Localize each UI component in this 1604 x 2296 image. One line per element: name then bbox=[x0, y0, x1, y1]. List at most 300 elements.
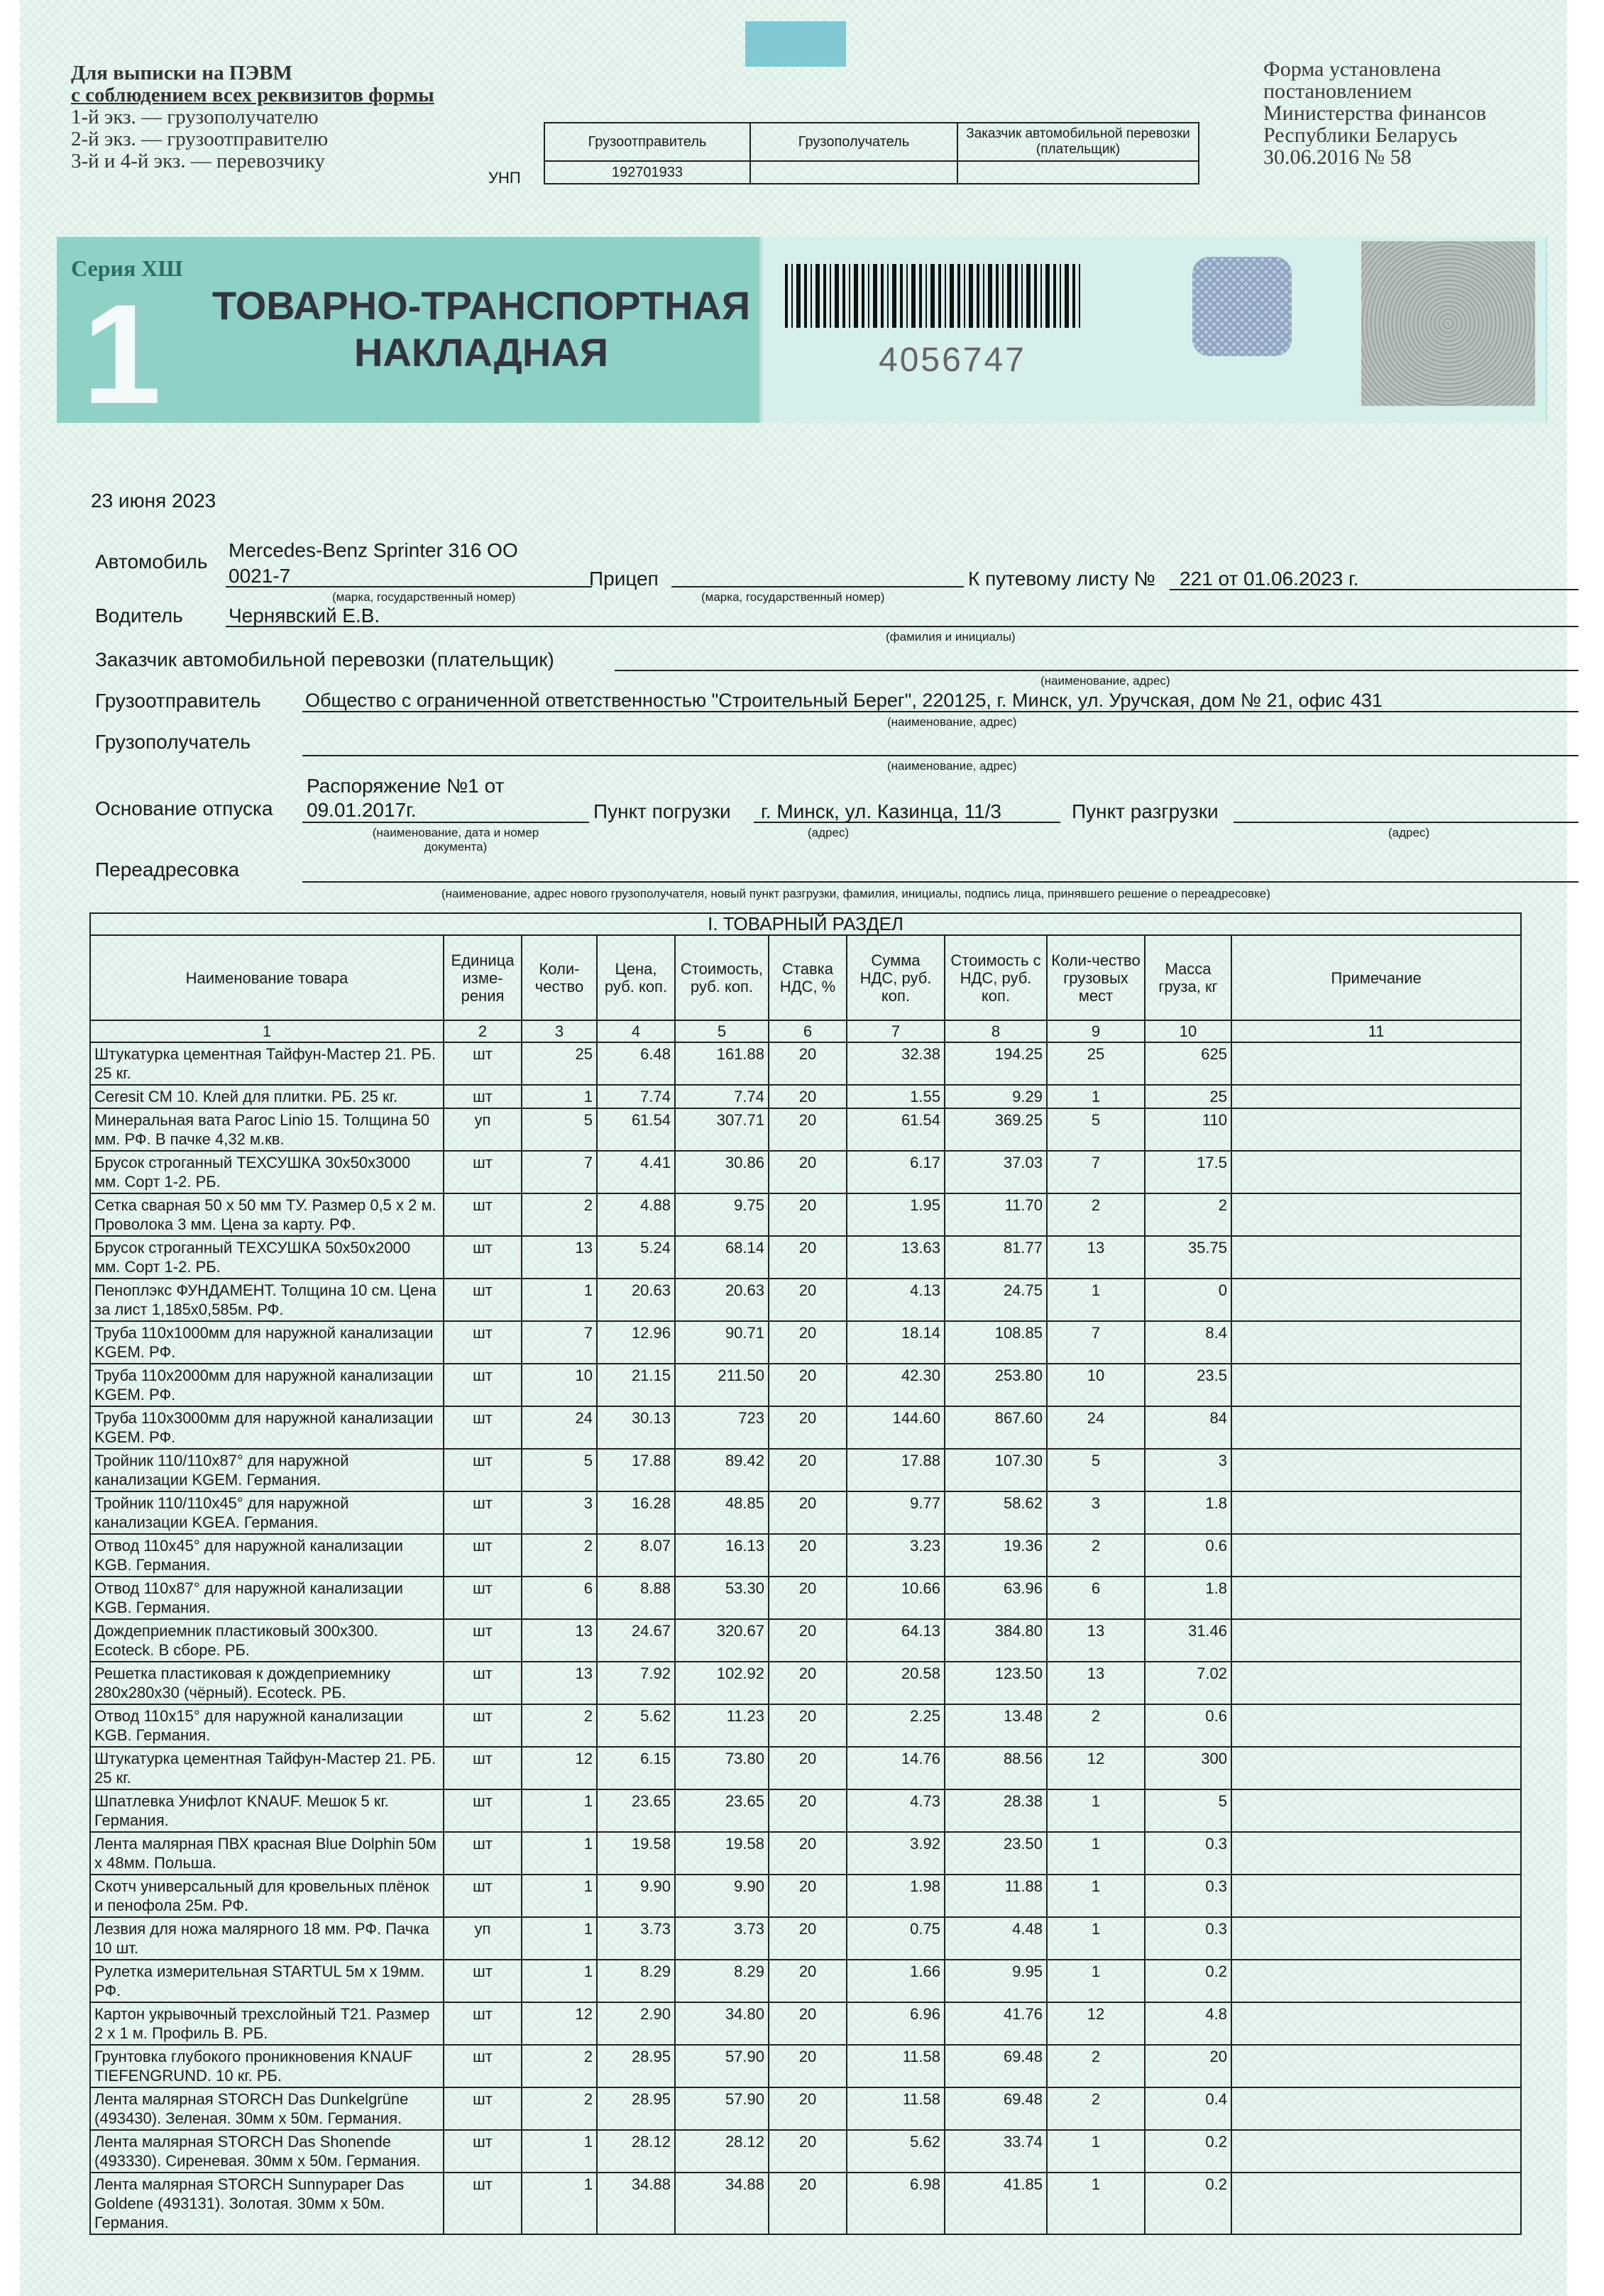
product-name-cell: Тройник 110/110х45° для наружной канализации KGEA. Германия. bbox=[90, 1491, 444, 1534]
table-row bbox=[90, 1042, 1521, 1085]
table-cell: 34.88 bbox=[597, 2173, 675, 2234]
table-cell: 73.80 bbox=[675, 1747, 769, 1789]
table-cell bbox=[1231, 1321, 1521, 1364]
table-cell: 300 bbox=[1145, 1747, 1231, 1789]
table-cell: 1 bbox=[522, 1960, 597, 2002]
table-row bbox=[90, 1279, 1521, 1321]
table-row bbox=[90, 1321, 1521, 1364]
table-cell: 4.13 bbox=[847, 1279, 945, 1321]
table-cell: 6.15 bbox=[597, 1747, 675, 1789]
table-cell: 5.62 bbox=[847, 2130, 945, 2173]
table-cell: 11.70 bbox=[945, 1193, 1047, 1236]
product-name-cell: Штукатурка цементная Тайфун-Мастер 21. РБ. 25 кг. bbox=[90, 1747, 444, 1789]
product-name-cell: Рулетка измерительная STARTUL 5м х 19мм. РФ. bbox=[90, 1960, 444, 2002]
table-cell bbox=[1231, 1960, 1521, 2002]
table-cell: 30.86 bbox=[675, 1151, 769, 1193]
consignee-hint: (наименование, адрес) bbox=[887, 759, 1017, 773]
table-cell bbox=[1231, 1619, 1521, 1662]
product-name-cell: Лента малярная STORCH Das Dunkelgrüne (493430). Зеленая. 30мм х 50м. Германия. bbox=[90, 2087, 444, 2130]
table-row bbox=[90, 1960, 1521, 2002]
product-name-cell: Сетка сварная 50 х 50 мм ТУ. Размер 0,5 х 2 м. Проволока 3 мм. Цена за карту. РФ. bbox=[90, 1193, 444, 1236]
waybill-label: К путевому листу № bbox=[968, 568, 1155, 590]
table-cell: 2 bbox=[522, 1534, 597, 1577]
shipper-underline bbox=[302, 711, 1578, 712]
col-header: Наименование товара bbox=[90, 935, 444, 1020]
table-cell: 1.55 bbox=[847, 1085, 945, 1108]
col-number: 8 bbox=[945, 1020, 1047, 1042]
redirect-hint: (наименование, адрес нового грузополучателя, новый пункт разгрузки, фамилия, инициалы, подпись лица, принявшего решение о переадресовке) bbox=[441, 887, 1270, 900]
table-cell: 20.58 bbox=[847, 1662, 945, 1704]
table-cell: 12.96 bbox=[597, 1321, 675, 1364]
table-cell: 8.88 bbox=[597, 1577, 675, 1619]
table-cell: 68.14 bbox=[675, 1236, 769, 1279]
table-cell: 2.25 bbox=[847, 1704, 945, 1747]
table-cell: 6 bbox=[1047, 1577, 1145, 1619]
table-row bbox=[90, 1406, 1521, 1449]
table-cell: 20 bbox=[769, 1577, 847, 1619]
product-name-cell: Лента малярная ПВХ красная Blue Dolphin 50м х 48мм. Польша. bbox=[90, 1832, 444, 1875]
loading-hint: (адрес) bbox=[808, 826, 850, 839]
table-cell bbox=[1231, 1662, 1521, 1704]
table-row bbox=[90, 1151, 1521, 1193]
table-cell: 307.71 bbox=[675, 1108, 769, 1151]
table-cell: шт bbox=[444, 1085, 522, 1108]
table-cell: 20.63 bbox=[675, 1279, 769, 1321]
table-cell: 8.4 bbox=[1145, 1321, 1231, 1364]
table-cell bbox=[1231, 1236, 1521, 1279]
product-name-cell: Отвод 110х45° для наружной канализации KGB. Германия. bbox=[90, 1534, 444, 1577]
table-cell: 20 bbox=[769, 1108, 847, 1151]
table-cell: 5.62 bbox=[597, 1704, 675, 1747]
table-row bbox=[90, 1662, 1521, 1704]
table-cell: 1 bbox=[522, 1875, 597, 1917]
table-row bbox=[90, 2045, 1521, 2087]
product-name-cell: Лезвия для ножа малярного 18 мм. РФ. Пачка 10 шт. bbox=[90, 1917, 444, 1960]
table-cell: 0.6 bbox=[1145, 1704, 1231, 1747]
product-name-cell: Штукатурка цементная Тайфун-Мастер 21. РБ. 25 кг. bbox=[90, 1042, 444, 1085]
table-cell: 20 bbox=[769, 2045, 847, 2087]
table-cell bbox=[1231, 1449, 1521, 1491]
table-cell: 16.13 bbox=[675, 1534, 769, 1577]
table-cell: 0 bbox=[1145, 1279, 1231, 1321]
table-cell: шт bbox=[444, 1534, 522, 1577]
col-header: Стоимость с НДС, руб. коп. bbox=[945, 935, 1047, 1020]
table-cell: 3.73 bbox=[597, 1917, 675, 1960]
table-cell: 42.30 bbox=[847, 1364, 945, 1406]
table-cell: 625 bbox=[1145, 1042, 1231, 1085]
table-cell: 194.25 bbox=[945, 1042, 1047, 1085]
col-number: 4 bbox=[597, 1020, 675, 1042]
table-cell: 20 bbox=[769, 1193, 847, 1236]
table-cell: шт bbox=[444, 2130, 522, 2173]
table-cell: 2 bbox=[522, 2087, 597, 2130]
table-cell: 90.71 bbox=[675, 1321, 769, 1364]
table-cell bbox=[1231, 1151, 1521, 1193]
product-name-cell: Тройник 110/110х87° для наружной канализации KGEM. Германия. bbox=[90, 1449, 444, 1491]
table-cell: 1 bbox=[1047, 1279, 1145, 1321]
document-date: 23 июня 2023 bbox=[91, 490, 216, 512]
table-cell: 20 bbox=[769, 2173, 847, 2234]
table-cell: 20 bbox=[769, 1875, 847, 1917]
table-cell: 9.77 bbox=[847, 1491, 945, 1534]
unp-value-customer bbox=[957, 161, 1199, 184]
table-cell: 6.17 bbox=[847, 1151, 945, 1193]
col-header: Масса груза, кг bbox=[1145, 935, 1231, 1020]
form-note-line: Форма установлена bbox=[1263, 57, 1441, 81]
product-name-cell: Минеральная вата Paroc Linio 15. Толщина 50 мм. РФ. В пачке 4,32 м.кв. bbox=[90, 1108, 444, 1151]
table-row bbox=[90, 1577, 1521, 1619]
table-cell: 7 bbox=[1047, 1151, 1145, 1193]
table-cell: 5 bbox=[1145, 1789, 1231, 1832]
table-cell: шт bbox=[444, 1406, 522, 1449]
instr-line4: 2-й экз. — грузоотправителю bbox=[71, 128, 329, 150]
unp-table bbox=[544, 122, 1199, 184]
basis-value-line2: 09.01.2017г. bbox=[307, 799, 417, 821]
instr-line1: Для выписки на ПЭВМ bbox=[71, 62, 292, 84]
table-cell: 3 bbox=[1145, 1449, 1231, 1491]
table-cell: 1 bbox=[522, 1789, 597, 1832]
col-header: Единица изме-рения bbox=[444, 935, 522, 1020]
driver-hint: (фамилия и инициалы) bbox=[886, 630, 1016, 644]
col-header: Сумма НДС, руб. коп. bbox=[847, 935, 945, 1020]
table-cell: 23.5 bbox=[1145, 1364, 1231, 1406]
table-cell: 1.8 bbox=[1145, 1491, 1231, 1534]
shipper-hint: (наименование, адрес) bbox=[887, 715, 1017, 729]
table-cell bbox=[1231, 1789, 1521, 1832]
table-cell: 20 bbox=[769, 1491, 847, 1534]
basis-label: Основание отпуска bbox=[95, 797, 273, 819]
table-cell: 17.88 bbox=[597, 1449, 675, 1491]
table-cell: 63.96 bbox=[945, 1577, 1047, 1619]
table-cell: 7.74 bbox=[597, 1085, 675, 1108]
table-cell: 5 bbox=[522, 1449, 597, 1491]
table-cell: шт bbox=[444, 1151, 522, 1193]
table-cell: 12 bbox=[1047, 2002, 1145, 2045]
product-name-cell: Скотч универсальный для кровельных плёнок и пенофола 25м. РФ. bbox=[90, 1875, 444, 1917]
table-cell: 9.90 bbox=[675, 1875, 769, 1917]
shipper-label: Грузоотправитель bbox=[95, 690, 261, 712]
instr-line3: 1-й экз. — грузополучателю bbox=[71, 106, 319, 128]
table-cell: 3.23 bbox=[847, 1534, 945, 1577]
table-cell: 13.48 bbox=[945, 1704, 1047, 1747]
table-cell: 20 bbox=[769, 1789, 847, 1832]
form-note-line: постановлением bbox=[1263, 79, 1412, 103]
table-cell: 1 bbox=[522, 1279, 597, 1321]
consignee-underline bbox=[302, 755, 1578, 756]
table-cell bbox=[1231, 2173, 1521, 2234]
document-title bbox=[197, 282, 765, 376]
table-cell: 23.65 bbox=[675, 1789, 769, 1832]
col-number: 1 bbox=[90, 1020, 444, 1042]
table-cell: 20 bbox=[769, 1832, 847, 1875]
table-row bbox=[90, 2002, 1521, 2045]
driver-value: Чернявский Е.В. bbox=[229, 605, 380, 627]
table-cell: 1.66 bbox=[847, 1960, 945, 2002]
table-cell: 4.73 bbox=[847, 1789, 945, 1832]
table-cell: шт bbox=[444, 1193, 522, 1236]
table-row bbox=[90, 2130, 1521, 2173]
table-cell: шт bbox=[444, 1364, 522, 1406]
table-cell bbox=[1231, 2130, 1521, 2173]
table-cell: 1 bbox=[1047, 1960, 1145, 2002]
table-row bbox=[90, 1108, 1521, 1151]
top-tab bbox=[745, 21, 846, 67]
table-cell: 2 bbox=[1047, 1193, 1145, 1236]
form-approval-note bbox=[1263, 58, 1486, 168]
table-cell: 81.77 bbox=[945, 1236, 1047, 1279]
table-cell bbox=[1231, 1042, 1521, 1085]
table-cell: 4.48 bbox=[945, 1917, 1047, 1960]
copy-number: 1 bbox=[82, 275, 162, 434]
table-row bbox=[90, 1364, 1521, 1406]
table-cell: шт bbox=[444, 2173, 522, 2234]
table-cell: 6 bbox=[522, 1577, 597, 1619]
table-cell: шт bbox=[444, 2002, 522, 2045]
product-name-cell: Грунтовка глубокого проникновения KNAUF TIEFENGRUND. 10 кг. РБ. bbox=[90, 2045, 444, 2087]
table-cell: 6.96 bbox=[847, 2002, 945, 2045]
table-cell: 19.36 bbox=[945, 1534, 1047, 1577]
table-cell: 23.65 bbox=[597, 1789, 675, 1832]
goods-table bbox=[89, 912, 1522, 2235]
table-cell: 6.98 bbox=[847, 2173, 945, 2234]
table-cell: 7 bbox=[1047, 1321, 1145, 1364]
unp-label: УНП bbox=[488, 169, 521, 187]
table-cell: 0.2 bbox=[1145, 2130, 1231, 2173]
table-cell: 3 bbox=[1047, 1491, 1145, 1534]
table-cell: 3.92 bbox=[847, 1832, 945, 1875]
table-cell: 13 bbox=[1047, 1662, 1145, 1704]
table-cell: шт bbox=[444, 1042, 522, 1085]
table-row bbox=[90, 1789, 1521, 1832]
product-name-cell: Брусок строганный ТЕХСУШКА 30х50х3000 мм. Сорт 1-2. РБ. bbox=[90, 1151, 444, 1193]
table-cell: 18.14 bbox=[847, 1321, 945, 1364]
table-cell: 369.25 bbox=[945, 1108, 1047, 1151]
table-cell: 20 bbox=[769, 1917, 847, 1960]
product-name-cell: Решетка пластиковая к дождеприемнику 280х280х30 (чёрный). Ecoteck. РБ. bbox=[90, 1662, 444, 1704]
customer-underline bbox=[615, 670, 1578, 671]
table-cell bbox=[1231, 1491, 1521, 1534]
table-cell: 1 bbox=[1047, 2173, 1145, 2234]
goods-table-body bbox=[90, 1042, 1521, 2234]
table-cell: 20 bbox=[1145, 2045, 1231, 2087]
table-cell bbox=[1231, 1917, 1521, 1960]
table-cell: 0.2 bbox=[1145, 2173, 1231, 2234]
table-cell: 11.58 bbox=[847, 2045, 945, 2087]
table-cell: шт bbox=[444, 1960, 522, 2002]
table-cell: 13 bbox=[522, 1662, 597, 1704]
table-row bbox=[90, 1917, 1521, 1960]
col-number: 3 bbox=[522, 1020, 597, 1042]
table-cell: 24 bbox=[522, 1406, 597, 1449]
table-cell: 21.15 bbox=[597, 1364, 675, 1406]
waybill-underline bbox=[1170, 589, 1578, 590]
trailer-label: Прицеп bbox=[589, 568, 659, 590]
table-cell: шт bbox=[444, 1875, 522, 1917]
table-cell: 12 bbox=[522, 1747, 597, 1789]
table-cell: 24 bbox=[1047, 1406, 1145, 1449]
product-name-cell: Шпатлевка Унифлот KNAUF. Мешок 5 кг. Германия. bbox=[90, 1789, 444, 1832]
table-cell: 3.73 bbox=[675, 1917, 769, 1960]
table-cell: уп bbox=[444, 1108, 522, 1151]
table-cell: 31.46 bbox=[1145, 1619, 1231, 1662]
table-cell: 110 bbox=[1145, 1108, 1231, 1151]
table-cell: 0.3 bbox=[1145, 1917, 1231, 1960]
table-cell: 1 bbox=[1047, 1875, 1145, 1917]
table-cell: 13.63 bbox=[847, 1236, 945, 1279]
table-cell: 28.12 bbox=[597, 2130, 675, 2173]
table-cell: 1 bbox=[1047, 1832, 1145, 1875]
table-cell: 1.95 bbox=[847, 1193, 945, 1236]
table-cell bbox=[1231, 1875, 1521, 1917]
customer-hint: (наименование, адрес) bbox=[1040, 674, 1170, 688]
product-name-cell: Труба 110х2000мм для наружной канализации KGEM. РФ. bbox=[90, 1364, 444, 1406]
table-cell: 48.85 bbox=[675, 1491, 769, 1534]
product-name-cell: Картон укрывочный трехслойный Т21. Размер 2 х 1 м. Профиль В. РБ. bbox=[90, 2002, 444, 2045]
table-cell: 28.95 bbox=[597, 2087, 675, 2130]
table-cell: 0.6 bbox=[1145, 1534, 1231, 1577]
table-cell bbox=[1231, 2045, 1521, 2087]
table-cell: 19.58 bbox=[597, 1832, 675, 1875]
unloading-underline bbox=[1234, 822, 1578, 823]
table-cell: 1 bbox=[1047, 2130, 1145, 2173]
table-cell: шт bbox=[444, 1491, 522, 1534]
vehicle-hint: (марка, государственный номер) bbox=[332, 590, 516, 604]
table-cell: 2 bbox=[1047, 2045, 1145, 2087]
table-cell: уп bbox=[444, 1917, 522, 1960]
table-cell: 20 bbox=[769, 1406, 847, 1449]
table-cell: 20 bbox=[769, 1085, 847, 1108]
table-cell: 2 bbox=[522, 2045, 597, 2087]
form-note-line: Республики Беларусь bbox=[1263, 123, 1458, 147]
redirect-label: Переадресовка bbox=[95, 859, 240, 881]
table-cell: 64.13 bbox=[847, 1619, 945, 1662]
loading-value: г. Минск, ул. Казинца, 11/3 bbox=[761, 800, 1001, 822]
table-cell bbox=[1231, 1704, 1521, 1747]
table-cell: 57.90 bbox=[675, 2045, 769, 2087]
table-cell bbox=[1231, 2087, 1521, 2130]
product-name-cell: Пеноплэкс ФУНДАМЕНТ. Толщина 10 см. Цена за лист 1,185х0,585м. РФ. bbox=[90, 1279, 444, 1321]
table-cell: 20 bbox=[769, 2087, 847, 2130]
col-number: 11 bbox=[1231, 1020, 1521, 1042]
table-cell: 13 bbox=[1047, 1236, 1145, 1279]
table-cell: 20 bbox=[769, 1619, 847, 1662]
table-cell: 20 bbox=[769, 1960, 847, 2002]
table-cell: 8.29 bbox=[675, 1960, 769, 2002]
table-cell: 20 bbox=[769, 1449, 847, 1491]
table-cell: 108.85 bbox=[945, 1321, 1047, 1364]
table-cell bbox=[1231, 1832, 1521, 1875]
table-cell: 88.56 bbox=[945, 1747, 1047, 1789]
loading-underline bbox=[754, 822, 1060, 823]
table-cell: 20 bbox=[769, 1151, 847, 1193]
product-name-cell: Труба 110х3000мм для наружной канализации KGEM. РФ. bbox=[90, 1406, 444, 1449]
table-cell: шт bbox=[444, 1236, 522, 1279]
table-cell: 12 bbox=[1047, 1747, 1145, 1789]
table-cell: 20 bbox=[769, 2002, 847, 2045]
table-cell: 107.30 bbox=[945, 1449, 1047, 1491]
table-row bbox=[90, 1491, 1521, 1534]
table-cell: 9.95 bbox=[945, 1960, 1047, 2002]
table-cell: 1 bbox=[1047, 1789, 1145, 1832]
col-header: Коли-чество грузовых мест bbox=[1047, 935, 1145, 1020]
table-cell: 1 bbox=[522, 1085, 597, 1108]
table-row bbox=[90, 1236, 1521, 1279]
col-number: 6 bbox=[769, 1020, 847, 1042]
table-cell: 2 bbox=[522, 1193, 597, 1236]
loading-label: Пункт погрузки bbox=[593, 800, 731, 822]
table-cell: 24.75 bbox=[945, 1279, 1047, 1321]
table-cell: 20 bbox=[769, 1747, 847, 1789]
table-cell: 1.98 bbox=[847, 1875, 945, 1917]
product-name-cell: Дождеприемник пластиковый 300х300. Ecoteck. В сборе. РБ. bbox=[90, 1619, 444, 1662]
table-cell: 8.29 bbox=[597, 1960, 675, 2002]
col-header: Ставка НДС, % bbox=[769, 935, 847, 1020]
table-cell: 384.80 bbox=[945, 1619, 1047, 1662]
unloading-hint: (адрес) bbox=[1388, 826, 1430, 839]
table-cell: 1 bbox=[522, 1832, 597, 1875]
table-cell: 14.76 bbox=[847, 1747, 945, 1789]
unp-value-consignee bbox=[750, 161, 957, 184]
table-cell: 69.48 bbox=[945, 2087, 1047, 2130]
table-row bbox=[90, 1619, 1521, 1662]
table-cell: 5 bbox=[522, 1108, 597, 1151]
vehicle-value-line1: Mercedes-Benz Sprinter 316 OO bbox=[229, 539, 518, 561]
table-cell: шт bbox=[444, 1279, 522, 1321]
col-header: Примечание bbox=[1231, 935, 1521, 1020]
table-cell: 11.23 bbox=[675, 1704, 769, 1747]
driver-underline bbox=[226, 626, 1578, 627]
col-header: Стоимость, руб. коп. bbox=[675, 935, 769, 1020]
col-number: 9 bbox=[1047, 1020, 1145, 1042]
table-cell: 161.88 bbox=[675, 1042, 769, 1085]
table-cell: 33.74 bbox=[945, 2130, 1047, 2173]
table-cell: 20 bbox=[769, 1704, 847, 1747]
table-cell: 7.92 bbox=[597, 1662, 675, 1704]
table-cell bbox=[1231, 1406, 1521, 1449]
trailer-underline bbox=[671, 586, 964, 587]
product-name-cell: Брусок строганный ТЕХСУШКА 50х50х2000 мм. Сорт 1-2. РБ. bbox=[90, 1236, 444, 1279]
table-cell bbox=[1231, 1279, 1521, 1321]
form-note-line: 30.06.2016 № 58 bbox=[1263, 145, 1412, 169]
table-cell: 0.3 bbox=[1145, 1832, 1231, 1875]
table-cell: 0.75 bbox=[847, 1917, 945, 1960]
table-cell: 35.75 bbox=[1145, 1236, 1231, 1279]
table-cell: шт bbox=[444, 1832, 522, 1875]
table-cell: 19.58 bbox=[675, 1832, 769, 1875]
copy-instructions bbox=[71, 62, 434, 172]
col-number: 5 bbox=[675, 1020, 769, 1042]
table-cell bbox=[1231, 1364, 1521, 1406]
table-cell: 0.2 bbox=[1145, 1960, 1231, 2002]
table-cell: 102.92 bbox=[675, 1662, 769, 1704]
waybill-sheet bbox=[20, 0, 1567, 2296]
product-name-cell: Труба 110х1000мм для наружной канализации KGEM. РФ. bbox=[90, 1321, 444, 1364]
table-cell: 89.42 bbox=[675, 1449, 769, 1491]
unp-header-customer: Заказчик автомобильной перевозки (плательщик) bbox=[957, 123, 1199, 161]
product-name-cell: Лента малярная STORCH Das Shonende (493330). Сиреневая. 30мм х 50м. Германия. bbox=[90, 2130, 444, 2173]
basis-value-line1: Распоряжение №1 от bbox=[307, 775, 505, 797]
table-cell: 20 bbox=[769, 1042, 847, 1085]
table-cell: 69.48 bbox=[945, 2045, 1047, 2087]
shipper-value: Общество с ограниченной ответственностью "Строительный Берег", 220125, г. Минск, ул. Уручская, дом № 21, офис 431 bbox=[305, 690, 1383, 711]
table-cell: шт bbox=[444, 1449, 522, 1491]
table-cell bbox=[1231, 1193, 1521, 1236]
table-cell: 9.90 bbox=[597, 1875, 675, 1917]
table-cell: 2.90 bbox=[597, 2002, 675, 2045]
table-cell: 320.67 bbox=[675, 1619, 769, 1662]
table-cell: 61.54 bbox=[597, 1108, 675, 1151]
table-cell: 23.50 bbox=[945, 1832, 1047, 1875]
